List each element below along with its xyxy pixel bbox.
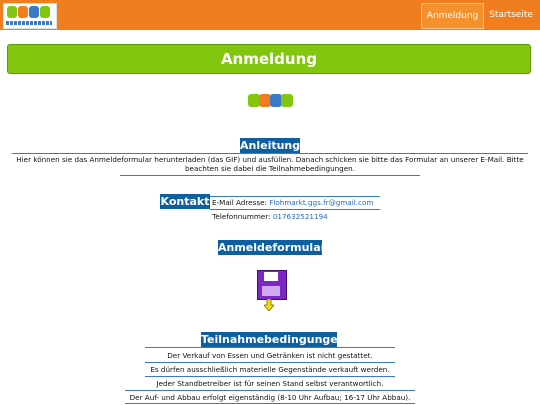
divider bbox=[125, 390, 415, 391]
divider bbox=[12, 153, 528, 154]
email-link[interactable]: Flohmarkt.ggs.fr@gmail.com bbox=[269, 198, 374, 207]
top-navigation-bar bbox=[0, 0, 540, 30]
divider bbox=[125, 403, 415, 404]
condition-item: Der Verkauf von Essen und Getränken ist nicht gestattet. bbox=[167, 351, 373, 360]
nav-anmeldung[interactable]: Anmeldung bbox=[421, 3, 484, 29]
divider bbox=[120, 175, 420, 176]
logo-square-blue bbox=[29, 6, 39, 18]
instructions-text-line2: beachten sie dabei die Teilnahmebedingungen. bbox=[184, 164, 356, 173]
page-title-banner: Anmeldung bbox=[7, 44, 531, 74]
phone-label: Telefonnummer: bbox=[212, 212, 271, 221]
disk-label bbox=[262, 286, 280, 296]
disk-shutter bbox=[264, 272, 278, 281]
center-logo bbox=[248, 94, 296, 108]
condition-item: Jeder Standbetreiber ist für seinen Stand selbst verantwortlich. bbox=[156, 379, 384, 388]
phone-number[interactable]: 017632521194 bbox=[272, 212, 328, 221]
download-arrow-icon[interactable] bbox=[264, 299, 274, 311]
divider bbox=[145, 362, 395, 363]
instructions-text-line1: Hier können sie das Anmeldeformular herunterladen (das GIF) und ausfüllen. Danach schicken sie bitte das Formular an unserer E-Mail. Bitte bbox=[16, 155, 524, 164]
heading-kontakt: Kontakt bbox=[160, 195, 210, 208]
divider bbox=[210, 209, 380, 210]
heading-anleitung: Anleitung bbox=[240, 139, 301, 152]
logo-caption bbox=[6, 21, 52, 25]
condition-item: Es dürfen ausschließlich materielle Gegenstände verkauft werden. bbox=[150, 365, 390, 374]
logo-square-green bbox=[7, 6, 17, 18]
logo-square-orange bbox=[18, 6, 28, 18]
floppy-disk-icon[interactable] bbox=[257, 270, 287, 300]
logo-square-green-2 bbox=[281, 94, 293, 107]
heading-teilnahmebedingungen: Teilnahmebedingungen bbox=[201, 333, 346, 346]
condition-item: Der Auf- und Abbau erfolgt eigenständig (8-10 Uhr Aufbau; 16-17 Uhr Abbau). bbox=[129, 393, 411, 402]
divider bbox=[145, 376, 395, 377]
email-line bbox=[212, 198, 382, 208]
email-label: E-Mail Adresse: bbox=[212, 198, 267, 207]
phone-line bbox=[200, 212, 340, 222]
nav-startseite[interactable]: Startseite bbox=[489, 10, 533, 20]
logo-square-green-2 bbox=[40, 6, 50, 18]
heading-anmeldeformular: Anmeldeformular bbox=[218, 241, 327, 254]
site-logo[interactable] bbox=[3, 3, 57, 29]
divider bbox=[210, 196, 380, 197]
divider bbox=[145, 347, 395, 348]
